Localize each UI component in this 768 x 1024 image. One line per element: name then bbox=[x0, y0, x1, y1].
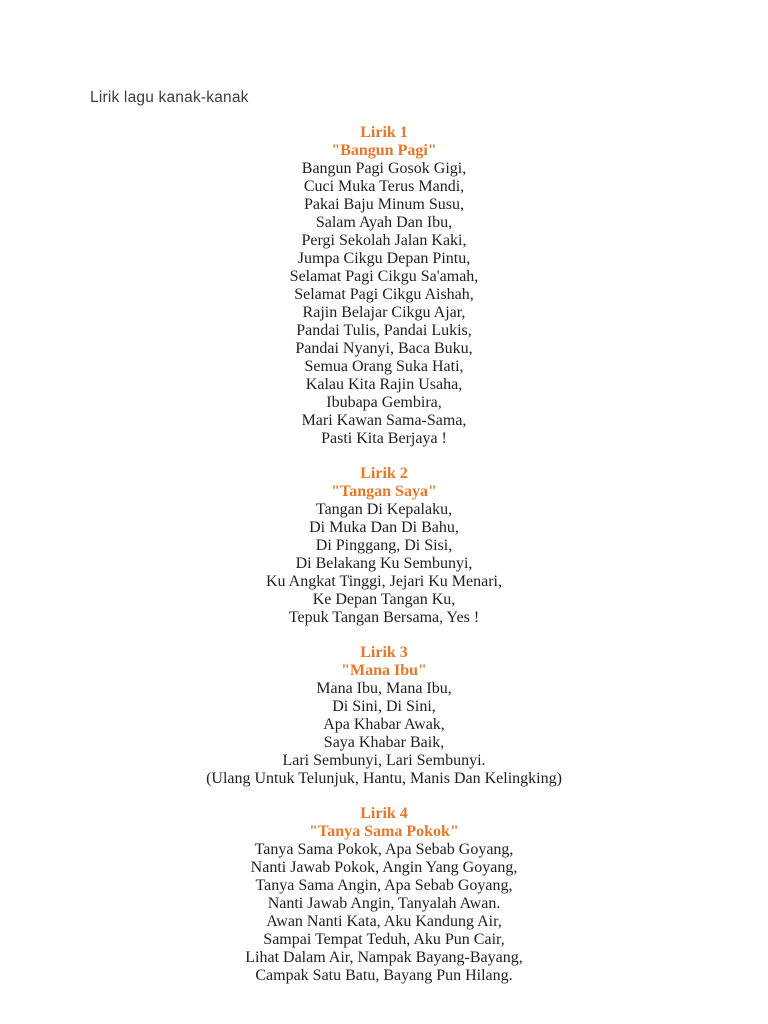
lyric-line: Nanti Jawab Angin, Tanyalah Awan. bbox=[267, 895, 501, 912]
lyric-line: Nanti Jawab Pokok, Angin Yang Goyang, bbox=[250, 859, 518, 876]
lyric-line: Pandai Nyanyi, Baca Buku, bbox=[295, 340, 473, 357]
lyric-line: Selamat Pagi Cikgu Aishah, bbox=[294, 286, 474, 303]
section-4-lines bbox=[0, 841, 768, 985]
lyric-line: Jumpa Cikgu Depan Pintu, bbox=[297, 250, 471, 267]
lyric-section-3 bbox=[0, 644, 768, 788]
document-title: Lirik lagu kanak-kanak bbox=[90, 89, 249, 106]
lyric-line: Ku Angkat Tinggi, Jejari Ku Menari, bbox=[266, 573, 502, 590]
lyric-line: Tangan Di Kepalaku, bbox=[315, 501, 453, 518]
lyric-line: Lari Sembunyi, Lari Sembunyi. bbox=[282, 752, 486, 769]
lyric-line: Saya Khabar Baik, bbox=[323, 734, 445, 751]
lyrics-content bbox=[0, 124, 768, 985]
section-2-lines bbox=[0, 501, 768, 627]
section-2-subtitle: "Tangan Saya" bbox=[331, 483, 437, 500]
section-3-lines bbox=[0, 680, 768, 788]
lyric-line: Mari Kawan Sama-Sama, bbox=[301, 412, 467, 429]
section-4-subtitle: "Tanya Sama Pokok" bbox=[309, 823, 459, 840]
lyric-line: Selamat Pagi Cikgu Sa'amah, bbox=[289, 268, 479, 285]
lyric-line: Di Belakang Ku Sembunyi, bbox=[295, 555, 473, 572]
lyric-line: Ibubapa Gembira, bbox=[326, 394, 442, 411]
lyric-line: Tanya Sama Angin, Apa Sebab Goyang, bbox=[255, 877, 513, 894]
section-4-heading: Lirik 4 bbox=[360, 805, 408, 822]
lyric-section-4 bbox=[0, 805, 768, 985]
lyric-line: Bangun Pagi Gosok Gigi, bbox=[301, 160, 467, 177]
lyric-line: Pandai Tulis, Pandai Lukis, bbox=[296, 322, 472, 339]
section-1-subtitle: "Bangun Pagi" bbox=[331, 142, 437, 159]
lyric-line: Pasti Kita Berjaya ! bbox=[321, 430, 447, 447]
lyric-line: Lihat Dalam Air, Nampak Bayang-Bayang, bbox=[245, 949, 523, 966]
section-3-heading: Lirik 3 bbox=[360, 644, 408, 661]
lyric-line: Di Sini, Di Sini, bbox=[332, 698, 436, 715]
lyric-line: Tepuk Tangan Bersama, Yes ! bbox=[288, 609, 480, 626]
lyric-line: Campak Satu Batu, Bayang Pun Hilang. bbox=[255, 967, 513, 984]
lyric-line: Sampai Tempat Teduh, Aku Pun Cair, bbox=[263, 931, 505, 948]
lyric-section-1 bbox=[0, 124, 768, 448]
lyric-line: Ke Depan Tangan Ku, bbox=[312, 591, 456, 608]
section-1-lines bbox=[0, 160, 768, 448]
lyric-line: Di Muka Dan Di Bahu, bbox=[309, 519, 459, 536]
lyric-line: Pergi Sekolah Jalan Kaki, bbox=[301, 232, 467, 249]
lyric-line: Rajin Belajar Cikgu Ajar, bbox=[302, 304, 466, 321]
lyric-line: Mana Ibu, Mana Ibu, bbox=[316, 680, 452, 697]
lyric-line: Salam Ayah Dan Ibu, bbox=[315, 214, 453, 231]
lyric-line: Tanya Sama Pokok, Apa Sebab Goyang, bbox=[254, 841, 514, 858]
lyric-section-2 bbox=[0, 465, 768, 627]
section-3-subtitle: "Mana Ibu" bbox=[341, 662, 427, 679]
lyric-line: Apa Khabar Awak, bbox=[323, 716, 445, 733]
section-1-heading: Lirik 1 bbox=[360, 124, 408, 141]
lyric-line: Di Pinggang, Di Sisi, bbox=[315, 537, 453, 554]
lyric-line: Awan Nanti Kata, Aku Kandung Air, bbox=[266, 913, 502, 930]
lyric-line: Cuci Muka Terus Mandi, bbox=[303, 178, 465, 195]
section-2-heading: Lirik 2 bbox=[360, 465, 408, 482]
lyric-line: Kalau Kita Rajin Usaha, bbox=[305, 376, 463, 393]
lyric-line: (Ulang Untuk Telunjuk, Hantu, Manis Dan Kelingking) bbox=[206, 770, 562, 787]
lyric-line: Semua Orang Suka Hati, bbox=[304, 358, 464, 375]
lyric-line: Pakai Baju Minum Susu, bbox=[303, 196, 464, 213]
